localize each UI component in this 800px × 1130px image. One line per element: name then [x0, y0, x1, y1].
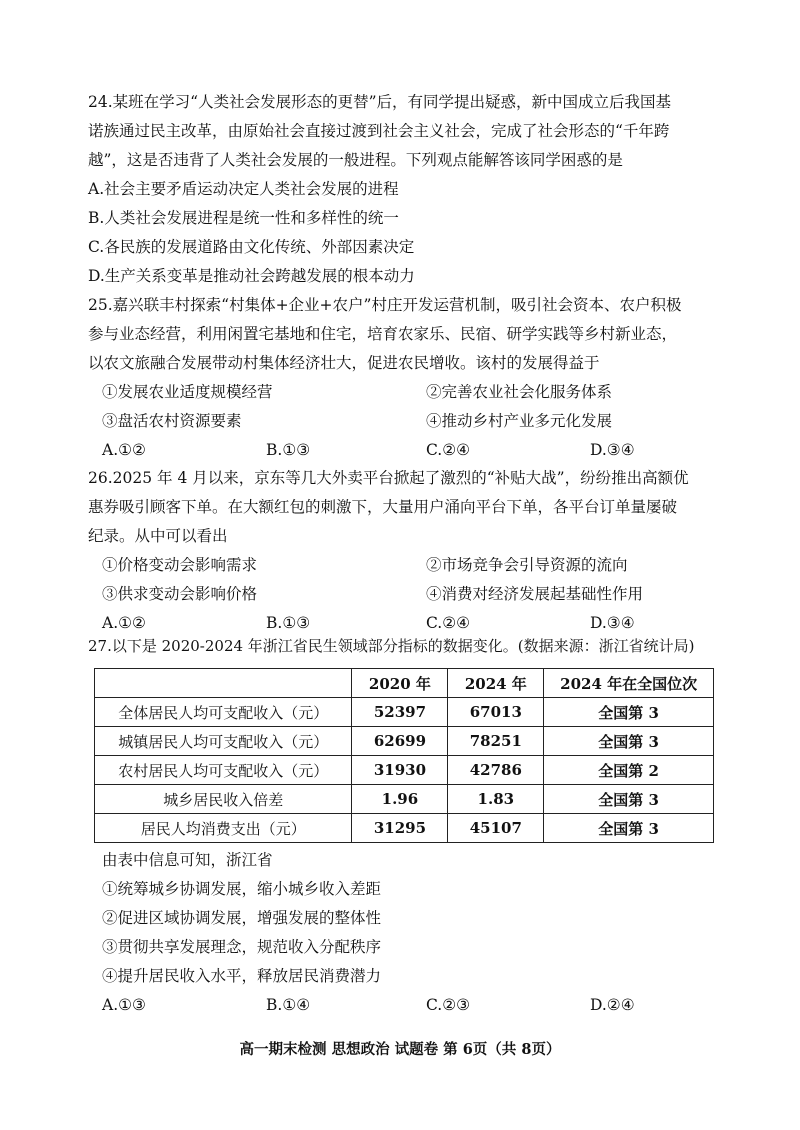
question-25 [88, 291, 728, 465]
page-footer: 高一期末检测 思想政治 试题卷 第 6页（共 8页） [239, 1041, 561, 1058]
q27-item-2: ②促进区域协调发展，增强发展的整体性 [102, 909, 382, 927]
table-cell-label: 城镇居民人均可支配收入（元） [95, 727, 352, 756]
q26-item-4: ④消费对经济发展起基础性作用 [426, 585, 644, 603]
table-cell-rank: 全国第 2 [544, 756, 714, 785]
q25-item-2: ②完善农业社会化服务体系 [426, 383, 613, 401]
q27-item-3: ③贯彻共享发展理念，规范收入分配秩序 [102, 938, 382, 956]
q25-item-1: ①发展农业适度规模经营 [102, 383, 273, 401]
q26-stem-line: 惠券吸引顾客下单。在大额红包的刺激下，大量用户涌向平台下单，各平台订单量屡破 [88, 498, 678, 516]
q26-choice-c: C.②④ [426, 614, 471, 632]
q26-choice-b: B.①③ [266, 614, 311, 632]
q27-intro: 由表中信息可知，浙江省 [102, 851, 273, 869]
q24-option-d: D.生产关系变革是推动社会跨越发展的根本动力 [88, 267, 415, 285]
table-row [95, 785, 714, 814]
q24-stem-line: 越”，这是否违背了人类社会发展的一般进程。下列观点能解答该同学困惑的是 [88, 151, 623, 169]
q27-item-1: ①统筹城乡协调发展，缩小城乡收入差距 [102, 880, 382, 898]
q26-choice-d: D.③④ [590, 614, 635, 632]
q27-choice-c: C.②③ [426, 996, 471, 1014]
q25-choice-a: A.①② [102, 441, 146, 459]
table-row [95, 756, 714, 785]
q25-choice-c: C.②④ [426, 441, 471, 459]
q27-item-4: ④提升居民收入水平，释放居民消费潜力 [102, 967, 382, 985]
table-header-cell: 2024 年在全国位次 [544, 669, 714, 698]
q24-option-c: C.各民族的发展道路由文化传统、外部因素决定 [88, 238, 415, 256]
q26-items-row [88, 580, 728, 609]
q27-choice-a: A.①③ [102, 996, 146, 1014]
table-cell-value: 42786 [448, 756, 544, 785]
q25-items-row [88, 407, 728, 436]
table-cell-value: 1.83 [448, 785, 544, 814]
q27-choices-row [88, 991, 728, 1020]
q24-stem-line: 24.某班在学习“人类社会发展形态的更替”后，有同学提出疑惑，新中国成立后我国基 [88, 93, 672, 111]
q24-option-a: A.社会主要矛盾运动决定人类社会发展的进程 [88, 180, 399, 198]
q24-option-b: B.人类社会发展进程是统一性和多样性的统一 [88, 209, 399, 227]
question-24 [88, 88, 728, 291]
question-26 [88, 464, 728, 638]
table-header-row [95, 669, 714, 698]
table-header-cell: 2020 年 [352, 669, 448, 698]
table-cell-value: 45107 [448, 814, 544, 843]
q26-item-2: ②市场竞争会引导资源的流向 [426, 556, 628, 574]
q27-analysis [88, 846, 728, 1020]
q26-stem-line: 纪录。从中可以看出 [88, 527, 228, 545]
table-cell-value: 67013 [448, 698, 544, 727]
q25-choices-row [88, 436, 728, 465]
q27-stem-line: 27.以下是 2020-2024 年浙江省民生领域部分指标的数据变化。(数据来源：浙江省统计局) [88, 637, 695, 655]
table-cell-value: 78251 [448, 727, 544, 756]
table-header-cell: 2024 年 [448, 669, 544, 698]
table-cell-value: 31295 [352, 814, 448, 843]
table-row [95, 727, 714, 756]
question-27 [88, 632, 728, 661]
table-row [95, 814, 714, 843]
table-cell-value: 62699 [352, 727, 448, 756]
q25-stem-line: 以农文旅融合发展带动村集体经济壮大，促进农民增收。该村的发展得益于 [88, 354, 600, 372]
q25-item-3: ③盘活农村资源要素 [102, 412, 242, 430]
table-cell-value: 52397 [352, 698, 448, 727]
q25-choice-d: D.③④ [590, 441, 635, 459]
q26-item-1: ①价格变动会影响需求 [102, 556, 258, 574]
q25-items-row [88, 378, 728, 407]
table-cell-rank: 全国第 3 [544, 814, 714, 843]
q27-choice-b: B.①④ [266, 996, 311, 1014]
q26-items-row [88, 551, 728, 580]
table-cell-label: 全体居民人均可支配收入（元） [95, 698, 352, 727]
q25-stem-line: 25.嘉兴联丰村探索“村集体+企业+农户”村庄开发运营机制，吸引社会资本、农户积极 [88, 296, 682, 314]
table-cell-label: 城乡居民收入倍差 [95, 785, 352, 814]
q27-choice-d: D.②④ [590, 996, 635, 1014]
q24-stem-line: 诺族通过民主改革，由原始社会直接过渡到社会主义社会，完成了社会形态的“千年跨 [88, 122, 670, 140]
q26-item-3: ③供求变动会影响价格 [102, 585, 258, 603]
q25-item-4: ④推动乡村产业多元化发展 [426, 412, 613, 430]
table-cell-rank: 全国第 3 [544, 727, 714, 756]
table-header-cell [95, 669, 352, 698]
table-cell-value: 31930 [352, 756, 448, 785]
q27-data-table [94, 668, 714, 843]
table-cell-label: 居民人均消费支出（元） [95, 814, 352, 843]
table-cell-rank: 全国第 3 [544, 785, 714, 814]
table-cell-value: 1.96 [352, 785, 448, 814]
q26-stem-line: 26.2025 年 4 月以来，京东等几大外卖平台掀起了激烈的“补贴大战”，纷纷推出高额优 [88, 469, 689, 487]
q25-choice-b: B.①③ [266, 441, 311, 459]
q25-stem-line: 参与业态经营，利用闲置宅基地和住宅，培育农家乐、民宿、研学实践等乡村新业态， [88, 325, 678, 343]
q26-choice-a: A.①② [102, 614, 146, 632]
table-cell-rank: 全国第 3 [544, 698, 714, 727]
table-cell-label: 农村居民人均可支配收入（元） [95, 756, 352, 785]
table-row [95, 698, 714, 727]
